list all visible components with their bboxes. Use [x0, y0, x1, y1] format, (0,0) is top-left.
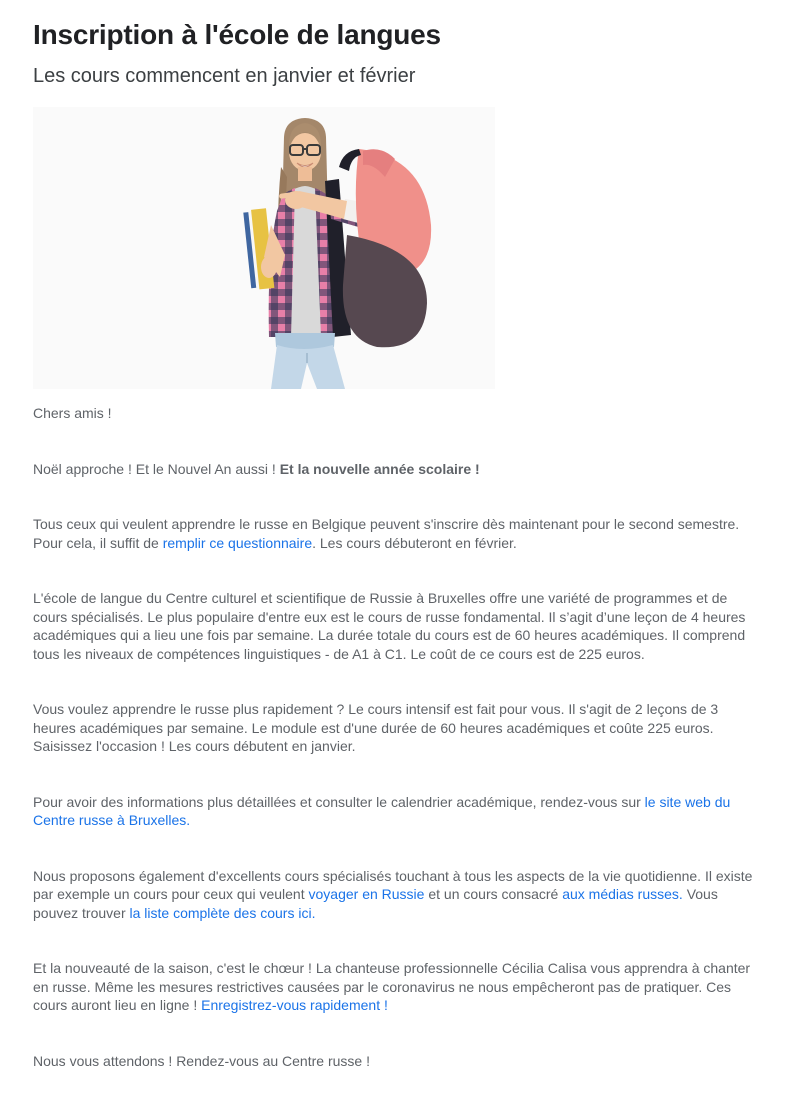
paragraph — [33, 1052, 755, 1071]
text-run: Chers amis ! — [33, 405, 112, 421]
paragraph — [33, 959, 755, 1015]
paragraph — [33, 404, 755, 423]
text-run: Tous ceux qui veulent apprendre le russe en Belgique peuvent s'inscrire dès maintenant pour le second semestre. Pour cela, il suffit de — [33, 516, 740, 551]
paragraph — [33, 793, 755, 830]
student-photo — [33, 107, 495, 389]
text-link[interactable]: le site web du Centre russe à Bruxelles. — [33, 793, 731, 828]
text-link[interactable]: voyager en Russie — [308, 886, 425, 902]
text-run: et un cours consacré — [424, 886, 563, 902]
text-link[interactable]: la liste complète des cours ici. — [129, 904, 316, 921]
paragraph — [33, 589, 755, 663]
text-run: Pour avoir des informations plus détaillées et consulter le calendrier académique, rendez-vous sur — [33, 793, 645, 810]
paragraph — [33, 700, 755, 756]
paragraph — [33, 460, 755, 479]
student-photo-illustration — [33, 107, 495, 389]
text-run: L'école de langue du Centre culturel et scientifique de Russie à Bruxelles offre une variété de programmes et de cours spécialisés. Le plus populaire d'entre eux est le cours de russe fondamental. Il s’agit d’une leçon de 4 heures académiques qui a lieu une fois par semaine. La durée totale du cours est de 60 heures académiques. Il comprend tous les niveaux de compétences linguistiques - de A1 à C1. Le coût de ce cours est de 225 euros. — [33, 590, 746, 662]
text-run: . Les cours débuteront en février. — [312, 534, 517, 551]
paragraph — [33, 867, 755, 923]
text-link[interactable]: remplir ce questionnaire — [162, 534, 313, 551]
text-run: Vous pouvez trouver — [33, 886, 718, 921]
page-subtitle: Les cours commencent en janvier et février — [33, 65, 416, 87]
page-title: Inscription à l'école de langues — [33, 19, 441, 50]
text-link[interactable]: Enregistrez-vous rapidement ! — [201, 997, 388, 1013]
paragraph — [33, 515, 755, 552]
text-run: Vous voulez apprendre le russe plus rapidement ? Le cours intensif est fait pour vous. Il s'agit de 2 leçons de 3 heures académiques par semaine. Le module est d'une durée de 60 heures académiques et coûte 225 euros. Saisissez l'occasion ! Les cours débutent en janvier. — [33, 701, 719, 754]
text-run: Nous vous attendons ! Rendez-vous au Centre russe ! — [33, 1052, 370, 1069]
text-run: Noël approche ! Et le Nouvel An aussi ! — [33, 460, 280, 477]
bold-text: Et la nouvelle année scolaire ! — [279, 460, 480, 477]
article-body — [33, 404, 755, 1070]
text-link[interactable]: aux médias russes. — [562, 886, 683, 902]
text-run: Et la nouveauté de la saison, c'est le chœur ! La chanteuse professionnelle Cécilia Calisa vous apprendra à chanter en russe. Même les mesures restrictives causées par le coronavirus ne nous empêcheront pas de pratiquer. Ces cours auront lieu en ligne ! — [33, 960, 751, 1013]
text-run: Nous proposons également d'excellents cours spécialisés touchant à tous les aspects de la vie quotidienne. Il existe par exemple un cours pour ceux qui veulent — [33, 867, 753, 902]
